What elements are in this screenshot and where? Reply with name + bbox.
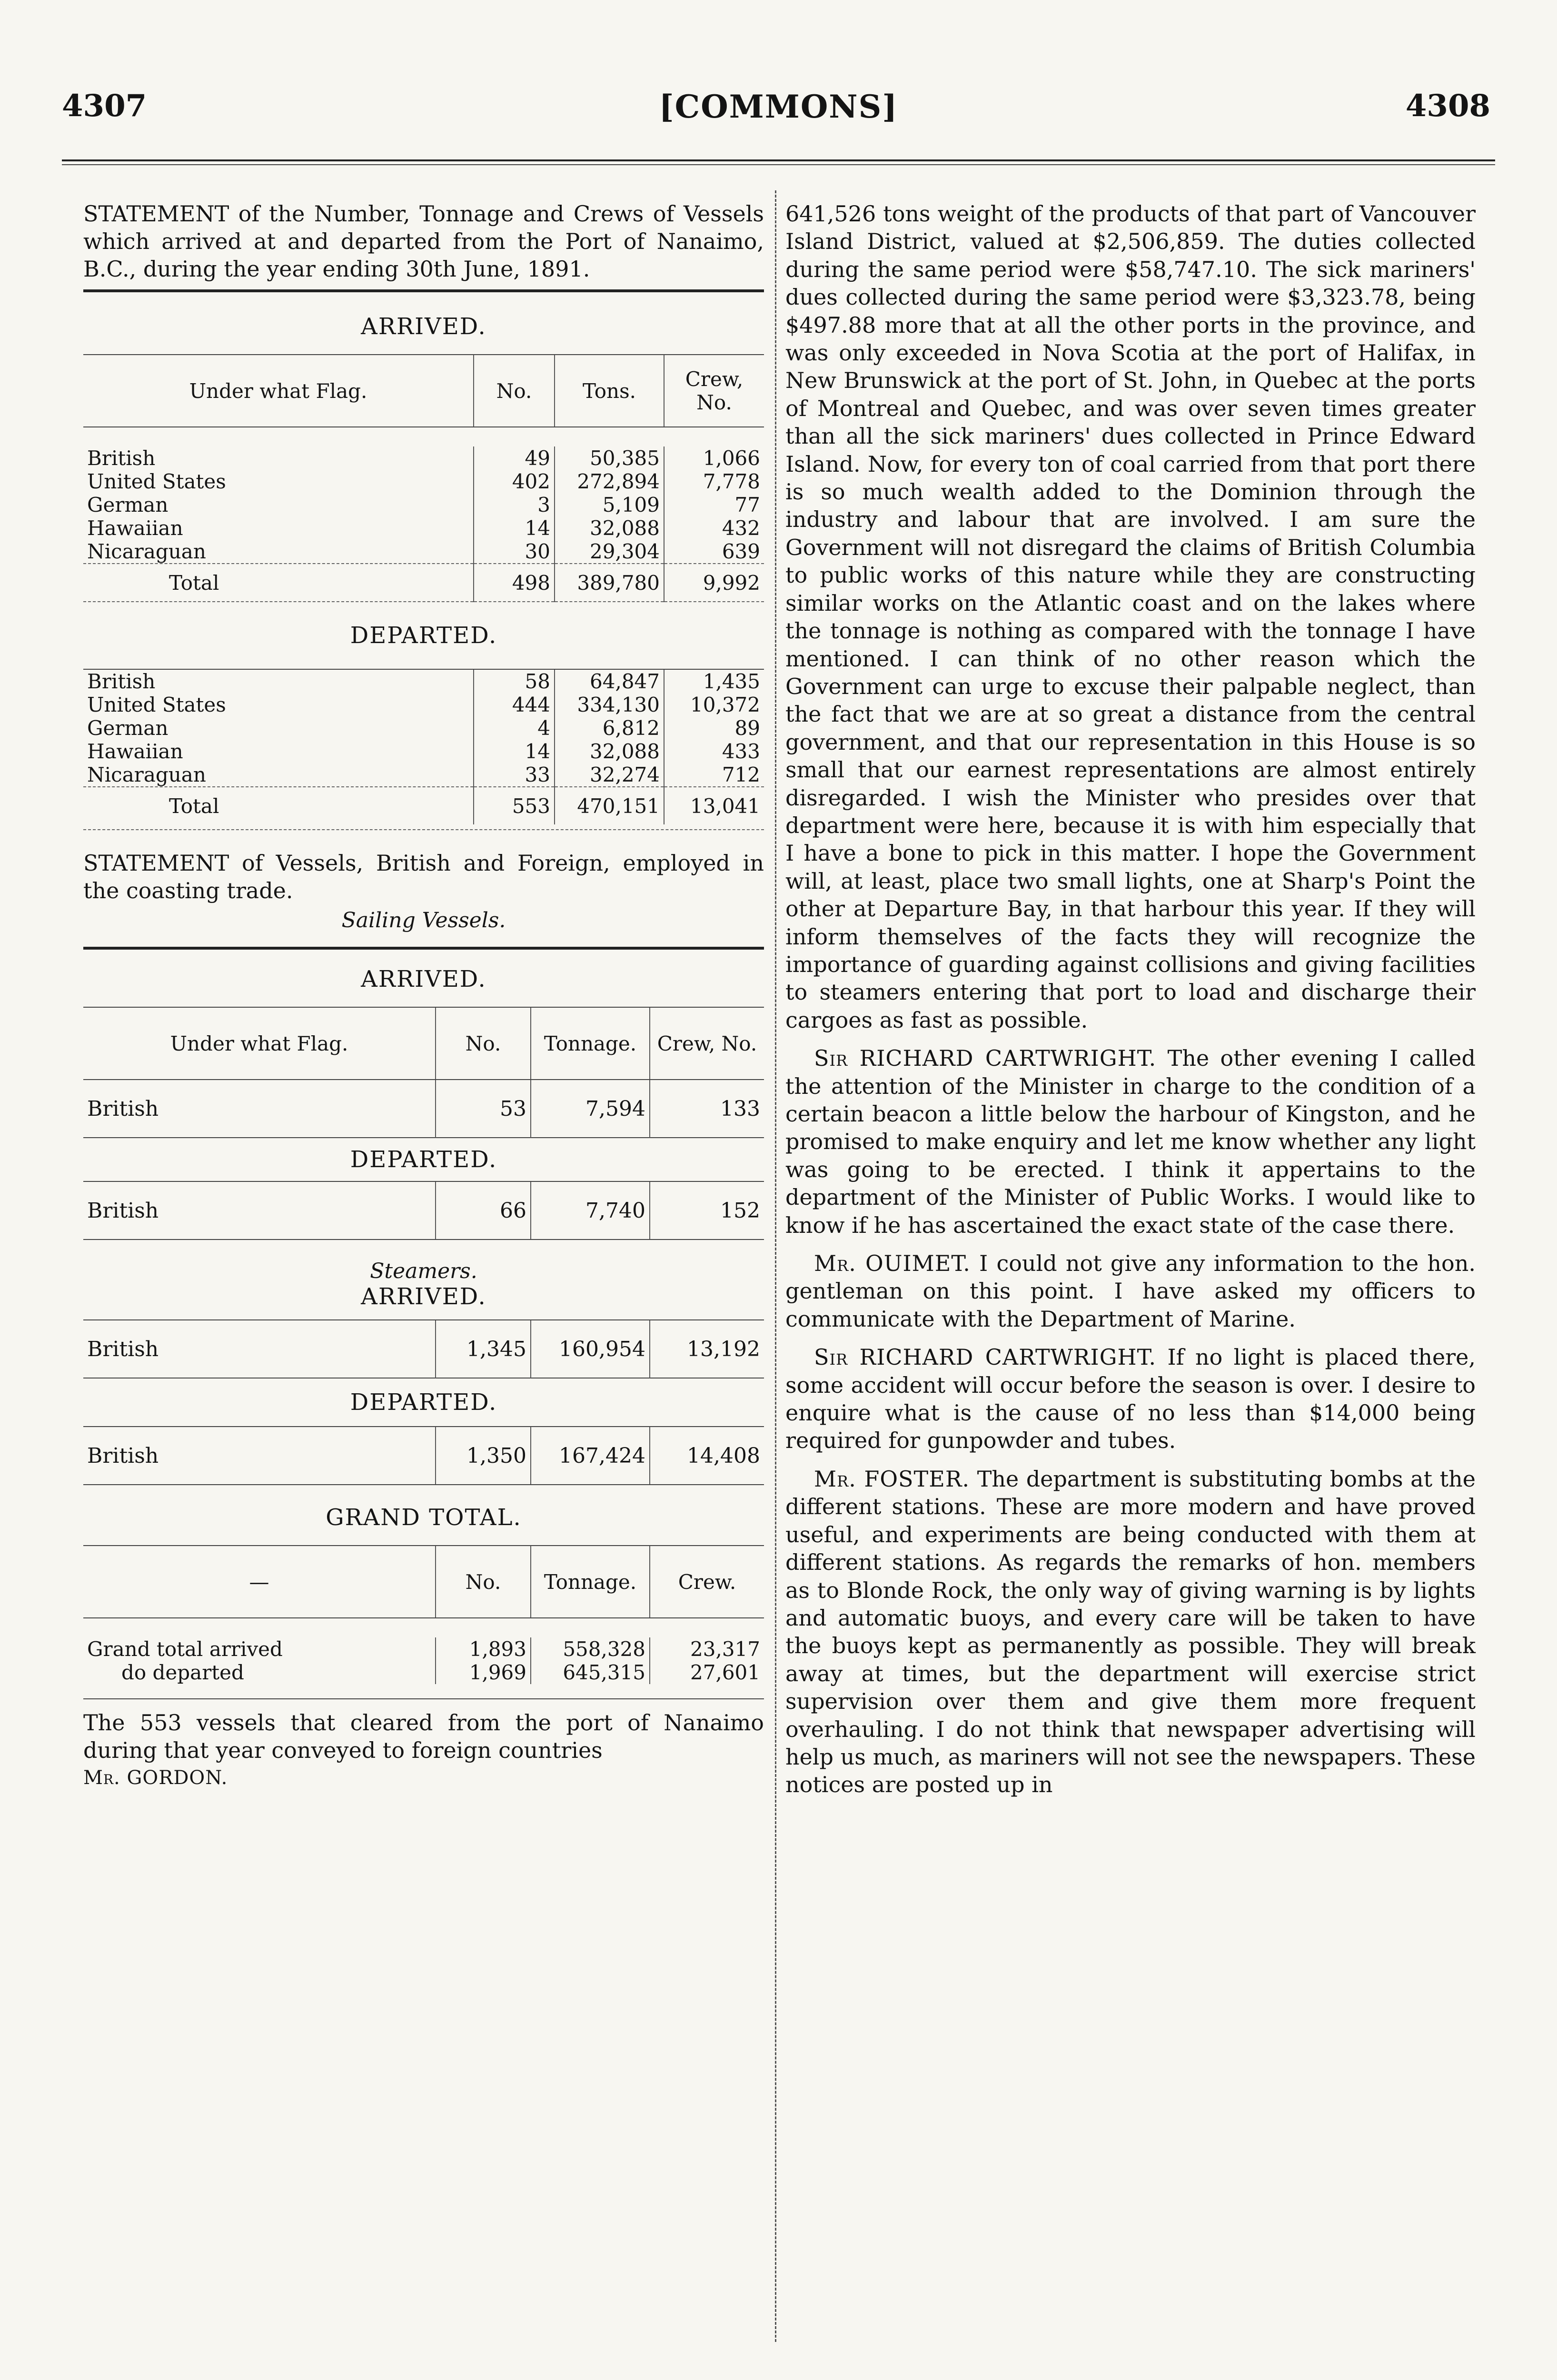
speaker-name: Mr. OUIMET.	[814, 1250, 971, 1277]
table-row: British 1,345 160,954 13,192	[83, 1320, 764, 1378]
col-header-tonnage: Tonnage.	[531, 1546, 650, 1618]
arrived-heading: ARRIVED.	[361, 313, 486, 340]
table-row: British 1,350 167,424 14,408	[83, 1427, 764, 1484]
paragraph-ouimet	[785, 1250, 1476, 1333]
paragraph-continued: 641,526 tons weight of the products of that part of Vancouver Island District, valued at $2,506,859. The duties collected during the same period were $58,747.10. The sick mariners' dues collected during the same period were $3,323.78, being $497.88 more that at all the other ports in the province, and was only exceeded in Nova Scotia at the port of Halifax, in New Brunswick at the port of St. John, in Quebec at the ports of Montreal and Quebec, and was over seven times greater than all the sick mariners' dues collected in Prince Edward Island. Now, for every ton of coal carried from that port there is so much wealth added to the Dominion through the industry and labour that are involved. I am sure the Government will not disregard the claims of British Columbia to public works of this nature while they are constructing similar works on the Atlantic coast and on the lakes where the tonnage is nothing as compared with the tonnage I have mentioned. I can think of no other reason which the Government can urge to excuse their palpable neglect, than the fact that we are at so great a distance from the central government, and that our representation in this House is so small that our earnest representations are almost entirely disregarded. I wish the Minister who presides over that department were here, because it is with him especially that I have a bone to pick in this matter. I hope the Government will, at least, place two small lights, one at Sharp's Point the other at Departure Bay, in that harbour this year. If they will inform themselves of the facts they will recognize the importance of guarding against collisions and giving facilities to steamers entering that port to load and discharge their cargoes as fast as possible.	[785, 201, 1476, 1033]
total-row: Total 553 470,151 13,041	[83, 787, 764, 824]
col-header-no: No.	[436, 1546, 531, 1618]
table-row: Nicaraguan 30 29,304 639	[83, 540, 764, 564]
table-row: Hawaiian 14 32,088 433	[83, 740, 764, 763]
statement-coasting: STATEMENT of Vessels, British and Foreign, employed in the coasting trade.	[83, 850, 764, 903]
paragraph-cartwright-2	[785, 1343, 1476, 1455]
speaker-name: Sir RICHARD CARTWRIGHT.	[814, 1045, 1157, 1071]
table-row: United States 402 272,894 7,778	[83, 470, 764, 493]
grand-total-table	[83, 1545, 764, 1698]
table-row: British 66 7,740 152	[83, 1181, 764, 1239]
table-row: British 53 7,594 133	[83, 1080, 764, 1138]
arrivals-departures-table	[83, 354, 764, 824]
page-number-right: 4308	[1405, 88, 1490, 124]
paragraph-foster	[785, 1465, 1476, 1799]
departed-heading: DEPARTED.	[83, 1138, 764, 1181]
table-row: Grand total arrived 1,893 558,328 23,317	[83, 1637, 764, 1661]
col-header-no: No.	[474, 355, 555, 427]
header-rule	[62, 159, 1495, 161]
arrived-heading: ARRIVED.	[361, 1283, 486, 1310]
col-header-crew: Crew, No.	[650, 1007, 764, 1080]
table-row: do departed 1,969 645,315 27,601	[83, 1661, 764, 1684]
table-row: German 3 5,109 77	[83, 493, 764, 516]
col-header-tonnage: Tonnage.	[531, 1007, 650, 1080]
page-title: [COMMONS]	[659, 88, 898, 125]
table-row: British 49 50,385 1,066	[83, 446, 764, 470]
speaker-tag: Mr. GORDON.	[83, 1767, 228, 1789]
departed-heading: DEPARTED.	[83, 1378, 764, 1427]
speech-text: If no light is placed there, some accident will occur before the season is over. I desire to enquire what is the cause of no less than $14,000 being required for gunpowder and tubes.	[785, 1344, 1476, 1454]
total-row: Total 498 389,780 9,992	[83, 564, 764, 602]
col-header-flag: Under what Flag.	[83, 355, 474, 427]
paragraph-cartwright-1	[785, 1044, 1476, 1239]
speech-text: I could not give any information to the hon. gentleman on this point. I have asked my officers to communicate with the Department of Marine.	[785, 1250, 1476, 1332]
table-row: British 58 64,847 1,435	[83, 669, 764, 693]
statement-intro: STATEMENT of the Number, Tonnage and Crews of Vessels which arrived at and departed from the Port of Nanaimo, B.C., during the year ending 30th June, 1891.	[83, 201, 764, 282]
header-rule-secondary	[62, 164, 1495, 165]
col-header-tons: Tons.	[555, 355, 664, 427]
table-row: German 4 6,812 89	[83, 716, 764, 740]
sailing-vessels-subhead: Sailing Vessels.	[341, 908, 506, 932]
left-column	[83, 200, 764, 1792]
page-header	[0, 0, 1557, 157]
table-row: Hawaiian 14 32,088 432	[83, 516, 764, 540]
column-divider	[775, 190, 776, 2342]
steamers-subhead: Steamers.	[370, 1259, 477, 1283]
closing-paragraph: The 553 vessels that cleared from the port of Nanaimo during that year conveyed to foreign countries	[83, 1710, 764, 1763]
speaker-name: Mr. FOSTER.	[814, 1466, 970, 1492]
speech-text: The department is substituting bombs at the different stations. These are more modern and have proved useful, and experiments are being conducted with them at different stations. As regards the remarks of hon. members as to Blonde Rock, the only way of giving warning is by lights and automatic buoys, and every care will be taken to have the buoys kept as permanently as possible. They will break away at times, but the department will exercise strict supervision over them and give them more frequent overhauling. I do not think that newspaper advertising will help us much, as mariners will not see the newspapers. These notices are posted up in	[785, 1466, 1476, 1798]
col-header-flag: Under what Flag.	[83, 1007, 436, 1080]
col-header-crew: Crew, No.	[664, 355, 764, 427]
rule	[83, 289, 764, 292]
speech-text: The other evening I called the attention of the Minister in charge to the condition of a certain beacon a little below the harbour of Kingston, and he promised to make enquiry and let me know whether any light was going to be erected. I think it appertains to the department of the Minister of Public Works. I would like to know if he has ascertained the exact state of the case there.	[785, 1045, 1476, 1238]
right-column	[785, 200, 1476, 1799]
steamers-table	[83, 1319, 764, 1484]
table-row: Nicaraguan 33 32,274 712	[83, 763, 764, 787]
page-number-left: 4307	[62, 88, 147, 124]
table-row: United States 444 334,130 10,372	[83, 693, 764, 716]
departed-heading: DEPARTED.	[350, 622, 497, 649]
sailing-vessels-table	[83, 1007, 764, 1239]
arrived-heading: ARRIVED.	[361, 966, 486, 992]
speaker-name: Sir RICHARD CARTWRIGHT.	[814, 1344, 1157, 1370]
col-header-blank: —	[83, 1546, 436, 1618]
col-header-no: No.	[436, 1007, 531, 1080]
col-header-crew: Crew.	[650, 1546, 764, 1618]
grand-total-heading: GRAND TOTAL.	[326, 1504, 522, 1531]
